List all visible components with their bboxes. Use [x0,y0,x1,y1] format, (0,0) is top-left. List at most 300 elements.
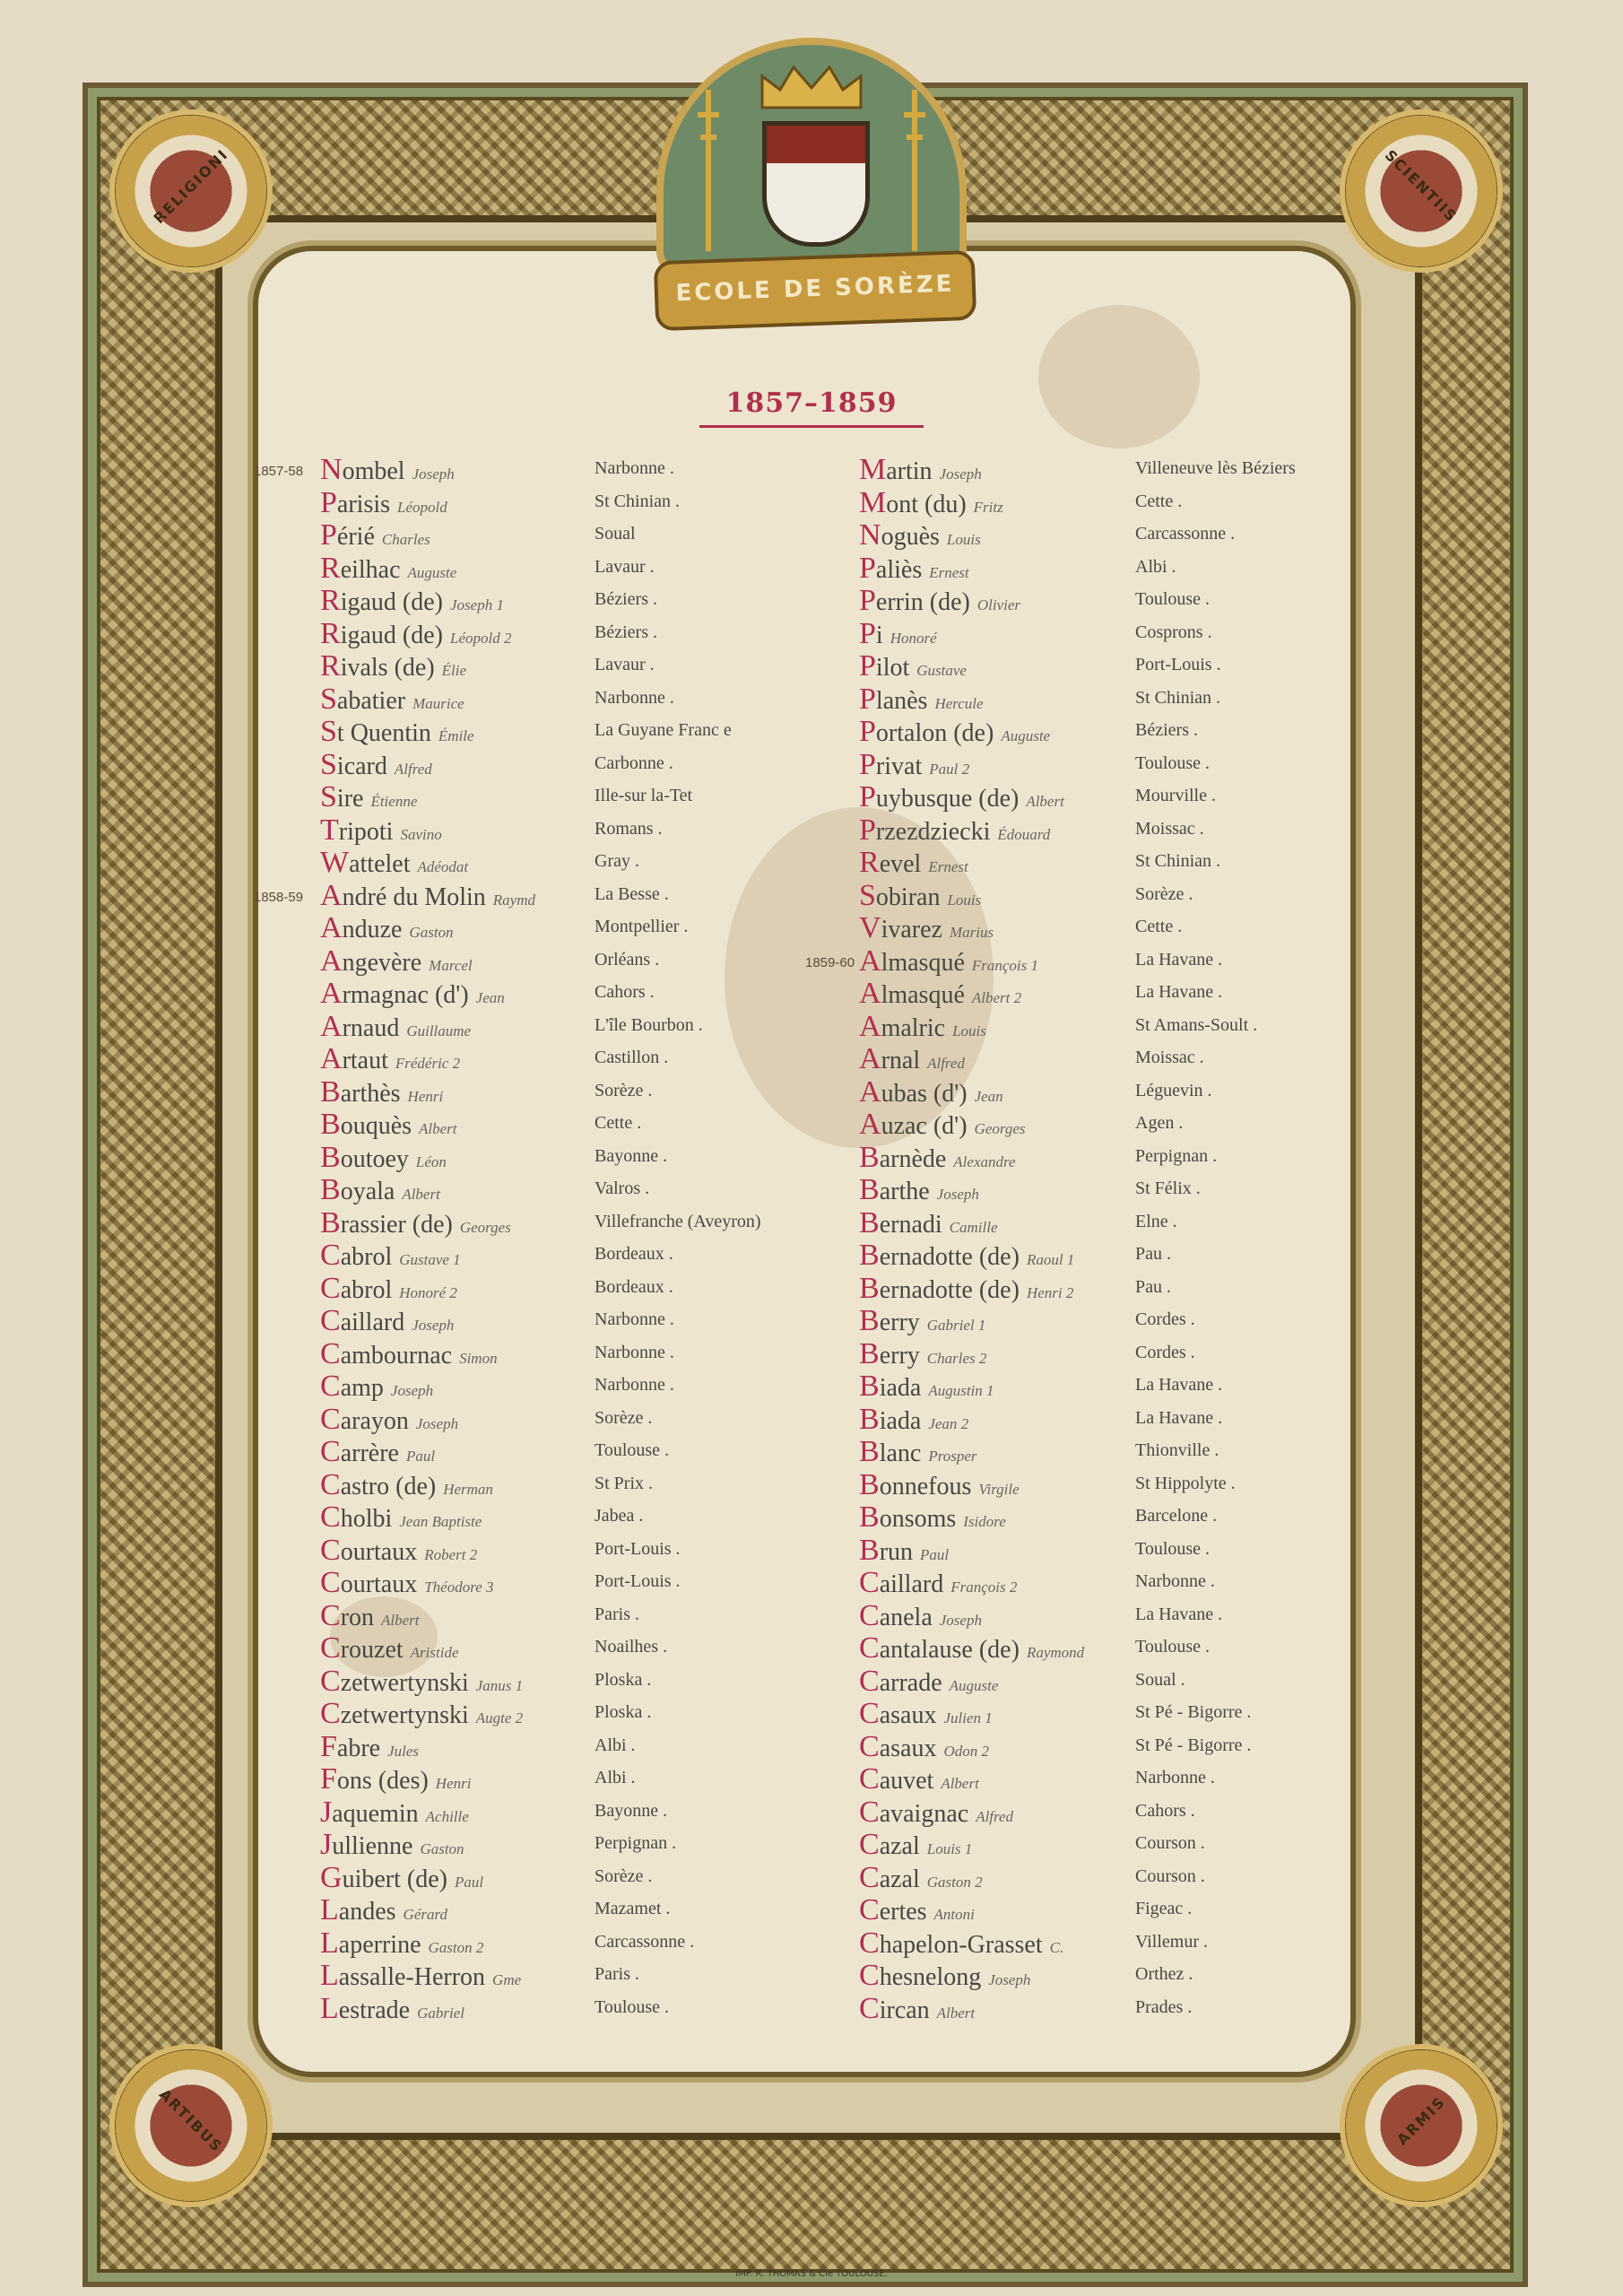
student-surname [320,1403,458,1437]
student-surname [320,584,504,618]
list-item [256,584,794,617]
illuminated-initial: B [859,1500,880,1534]
surname-text: Bonsoms [859,1500,957,1534]
illuminated-initial: B [320,1205,341,1239]
student-surname [859,1599,982,1633]
list-item [256,617,794,650]
student-hometown: Narbonne . [595,687,674,708]
student-given-name: Charles [381,531,430,548]
list-item [807,1631,1345,1665]
student-surname [320,1239,461,1273]
list-item [807,1861,1345,1894]
corner-medallion-armis [1345,2049,1497,2202]
list-item [807,1370,1345,1403]
illuminated-initial: L [320,1991,339,2025]
student-given-name: Maurice [412,694,464,712]
list-item [256,552,794,585]
illuminated-initial: A [320,911,343,944]
student-given-name: Joseph [415,1414,459,1432]
student-hometown: Cahors . [1135,1800,1195,1821]
list-item [256,1730,794,1763]
list-item [807,911,1345,944]
list-item [256,813,794,847]
student-surname [320,1206,511,1240]
printer-imprint: IMP. R. THOMAS & Cie TOULOUSE. [735,2269,888,2279]
list-item [256,1108,794,1141]
title-rule [699,425,924,428]
list-item [807,1959,1345,1992]
illuminated-initial: R [320,616,341,650]
surname-text: Anduze [320,911,403,944]
student-surname [859,1468,1020,1502]
student-surname [320,780,417,814]
student-given-name: Alexandre [953,1152,1016,1170]
student-hometown: Toulouse . [1135,589,1211,609]
student-given-name: Auguste [1001,727,1051,744]
student-surname [320,683,464,717]
student-given-name: Joseph [939,1611,982,1629]
student-hometown: Port-Louis . [595,1571,681,1591]
student-given-name: Hercule [934,694,984,712]
list-item [256,1796,794,1829]
student-surname [320,1861,483,1895]
surname-text: Blanc [859,1435,922,1468]
illuminated-initial: F [320,1729,337,1763]
illuminated-initial: B [859,1467,880,1501]
list-item [807,1304,1345,1337]
student-hometown: Courson . [1135,1833,1205,1853]
student-given-name: Raoul 1 [1026,1251,1075,1268]
student-given-name: Frédéric 2 [395,1055,461,1072]
illuminated-initial: L [320,1893,339,1926]
surname-text: St Quentin [320,715,431,748]
student-hometown: La Havane . [1135,1375,1223,1395]
student-hometown: Moissac . [1135,1048,1204,1067]
corner-label: ARTIBUS [155,2085,227,2156]
student-surname [859,518,981,552]
student-given-name: Auguste [407,563,457,581]
student-surname [859,1010,986,1044]
student-hometown: Narbonne . [595,458,674,478]
illuminated-initial: P [859,715,876,748]
student-surname [320,1173,440,1207]
surname-text: Reilhac [320,551,401,585]
list-item [807,1206,1345,1239]
surname-text: Puybusque (de) [859,780,1020,813]
student-given-name: Léopold 2 [449,629,512,647]
list-item [807,1665,1345,1698]
list-item [256,1435,794,1468]
list-item [256,486,794,519]
student-hometown: Soual [595,524,636,544]
student-given-name: Isidore [963,1513,1006,1530]
student-hometown: Noailhes . [595,1637,668,1657]
surname-text: Caillard [859,1566,944,1599]
student-hometown: Montpellier . [595,917,689,936]
student-given-name: Albert [419,1120,457,1137]
surname-text: Paliès [859,551,923,585]
student-surname [320,748,432,782]
student-hometown: Thionville . [1135,1440,1219,1460]
student-hometown: La Havane . [1135,982,1223,1002]
stain [1038,305,1200,448]
surname-text: Périé [320,518,375,552]
student-hometown: Toulouse . [595,1440,670,1460]
student-hometown: Moissac . [1135,818,1204,839]
surname-text: Portalon (de) [859,715,994,748]
student-hometown: Narbonne . [1135,1571,1215,1591]
student-hometown: Bordeaux . [595,1244,673,1264]
illuminated-initial: C [320,1533,341,1567]
illuminated-initial: V [859,911,881,944]
student-given-name: Jean 2 [928,1414,969,1432]
student-given-name: Élie [441,662,467,679]
student-given-name: Gaston 2 [428,1938,484,1956]
illuminated-initial: G [320,1860,343,1894]
surname-text: Cabrol [320,1271,393,1305]
list-item [807,715,1345,748]
illuminated-initial: B [859,1304,880,1337]
student-hometown: Valros . [595,1178,650,1198]
student-given-name: Julien 1 [943,1709,993,1726]
student-given-name: Léon [415,1152,447,1170]
student-hometown: Bordeaux . [595,1276,673,1297]
surname-text: Bernadotte (de) [859,1271,1020,1305]
illuminated-initial: C [859,1598,880,1632]
illuminated-initial: B [320,1173,341,1206]
list-item [256,1075,794,1109]
surname-text: Cron [320,1598,375,1632]
surname-text: Circan [859,1991,930,2025]
student-given-name: Henri [407,1087,444,1105]
list-item [807,879,1345,912]
student-hometown: Port-Louis . [595,1538,681,1559]
illuminated-initial: C [320,1697,341,1730]
surname-text: Arnaud [320,1009,400,1043]
student-hometown: Orléans . [595,949,660,970]
student-hometown: L'île Bourbon . [595,1014,703,1035]
surname-text: Rigaud (de) [320,584,443,617]
student-given-name: François 2 [950,1578,1018,1596]
list-item [256,1206,794,1239]
list-item [256,1370,794,1403]
student-list-right [807,453,1345,2024]
illuminated-initial: J [320,1795,333,1829]
student-hometown: Prades . [1135,1996,1193,2017]
student-hometown: Albi . [595,1735,636,1755]
student-given-name: Louis [946,531,981,548]
surname-text: Bernadotte (de) [859,1239,1020,1272]
student-surname [859,1730,989,1764]
student-given-name: Gabriel [417,2004,464,2022]
list-item [807,813,1345,847]
student-surname [320,1534,477,1568]
illuminated-initial: A [320,1009,343,1043]
student-hometown: La Guyane Franc e [595,720,732,740]
student-hometown: St Amans-Soult . [1135,1014,1258,1035]
list-item [807,1697,1345,1730]
student-hometown: Lavaur . [595,556,655,577]
surname-text: Amalric [859,1009,946,1043]
list-item [807,1435,1345,1468]
student-given-name: Joseph [936,1186,979,1203]
student-hometown: Carbonne . [595,752,673,773]
student-hometown: Narbonne . [595,1342,674,1362]
student-surname [320,1697,523,1731]
class-year-mark: 1859-60 [805,954,855,970]
student-hometown: Cosprons . [1135,622,1212,642]
student-given-name: Virgile [978,1480,1020,1498]
student-hometown: Mazamet . [595,1899,671,1918]
list-item [256,649,794,683]
student-surname [859,715,1050,749]
student-hometown: Mourville . [1135,786,1216,805]
student-given-name: Alfred [976,1807,1014,1825]
list-item [807,1239,1345,1272]
list-item [807,1730,1345,1763]
student-surname [320,1762,471,1796]
student-given-name: Joseph [390,1382,434,1399]
student-surname [859,1042,965,1076]
student-hometown: Narbonne . [1135,1768,1215,1787]
illuminated-initial: C [320,1271,341,1305]
student-hometown: Sorèze . [595,1866,653,1886]
student-hometown: Soual . [1135,1669,1185,1690]
list-item [256,1697,794,1730]
student-given-name: Paul [405,1448,436,1465]
crest-banner [654,250,977,331]
student-surname [320,1468,493,1502]
student-surname [859,1239,1074,1273]
surname-text: Parisis [320,485,391,519]
list-item [256,1403,794,1436]
illuminated-initial: C [859,1631,880,1665]
student-surname [320,1599,420,1633]
corner-medallion-scientiis [1345,115,1497,267]
student-surname [859,486,1003,520]
student-hometown: Cette . [595,1113,642,1133]
student-hometown: Perpignan . [1135,1145,1218,1166]
student-hometown: Béziers . [595,622,657,642]
illuminated-initial: C [320,1402,341,1436]
school-crest [646,27,977,350]
student-surname [320,1631,459,1665]
surname-text: Laperrine [320,1926,421,1960]
student-given-name: Henri [435,1775,472,1792]
list-item [256,879,794,912]
student-surname [859,1893,975,1927]
surname-text: Rivals (de) [320,649,435,683]
student-given-name: Robert 2 [424,1545,478,1563]
surname-text: Arnal [859,1042,921,1075]
student-given-name: Herman [443,1480,493,1498]
illuminated-initial: N [320,453,343,486]
student-given-name: Janus 1 [475,1676,524,1694]
illuminated-initial: A [859,1108,881,1141]
student-given-name: Antoni [933,1906,975,1923]
list-item [256,1762,794,1796]
student-hometown: Elne . [1135,1211,1177,1231]
illuminated-initial: P [859,584,876,617]
student-surname [859,748,969,782]
illuminated-initial: C [859,1762,880,1796]
surname-text: Cazal [859,1860,920,1894]
student-hometown: Barcelone . [1135,1506,1218,1526]
surname-text: André du Molin [320,878,486,912]
illuminated-initial: A [320,878,343,912]
surname-text: Almasqué [859,944,965,978]
surname-text: Sire [320,780,364,813]
surname-text: Cholbi [320,1500,393,1534]
illuminated-initial: A [859,1074,881,1109]
student-given-name: Raymd [492,891,535,909]
student-given-name: Albert [402,1186,440,1203]
student-given-name: François 1 [971,956,1039,974]
surname-text: Biada [859,1402,922,1436]
student-hometown: Bayonne . [595,1800,668,1821]
student-hometown: St Chinian . [1135,687,1221,708]
student-given-name: Gme [492,1971,522,1988]
illuminated-initial: S [320,682,337,716]
student-hometown: Ille-sur la-Tet [595,786,693,805]
student-surname [859,879,981,913]
student-hometown: Albi . [595,1768,636,1787]
student-hometown: Toulouse . [1135,1538,1211,1559]
student-hometown: Pau . [1135,1244,1171,1264]
list-item [807,1566,1345,1599]
illuminated-initial: B [859,1205,880,1239]
list-item [256,1173,794,1206]
surname-text: Casaux [859,1729,937,1763]
illuminated-initial: P [859,747,876,781]
student-surname [859,1500,1006,1535]
surname-text: Nombel [320,453,405,486]
illuminated-initial: A [859,1009,881,1043]
illuminated-initial: C [859,1893,880,1926]
student-given-name: Édouard [997,825,1051,843]
illuminated-initial: P [320,518,337,552]
illuminated-initial: A [859,977,881,1010]
illuminated-initial: R [859,846,880,879]
student-surname [859,1370,994,1404]
student-given-name: Ernest [929,563,969,581]
student-surname [320,1010,471,1044]
cross-icon [698,90,719,251]
surname-text: Sabatier [320,682,406,716]
student-surname [859,1796,1013,1830]
illuminated-initial: C [859,1860,880,1894]
student-surname [859,1337,986,1371]
student-surname [320,1959,521,1993]
illuminated-initial: R [320,649,341,683]
list-item [256,911,794,944]
illuminated-initial: C [320,1566,341,1599]
surname-text: Guibert (de) [320,1860,447,1894]
student-hometown: Cette . [1135,491,1183,511]
student-surname [320,1893,447,1927]
student-given-name: Savino [400,825,442,843]
student-hometown: Figeac . [1135,1899,1193,1918]
student-hometown: La Havane . [1135,1407,1223,1428]
student-hometown: St Chinian . [1135,851,1221,871]
list-item [807,1173,1345,1206]
student-given-name: Gérard [403,1906,447,1923]
student-hometown: Narbonne . [595,1375,674,1395]
student-surname [320,617,511,651]
surname-text: Certes [859,1893,927,1926]
student-surname [859,944,1038,978]
school-name: ECOLE DE SORÈZE [675,270,955,308]
student-surname [320,486,447,520]
student-hometown: Toulouse . [595,1996,670,2017]
student-surname [859,617,937,651]
surname-text: Cavaignac [859,1795,969,1829]
list-item [256,518,794,552]
list-item [256,1042,794,1075]
class-year-mark: 1857-58 [254,464,304,479]
student-hometown: Romans . [595,818,663,839]
list-item [256,1468,794,1501]
student-surname [320,1926,483,1961]
illuminated-initial: W [320,846,350,879]
surname-text: Mont (du) [859,485,967,519]
student-surname [859,1304,985,1338]
surname-text: Revel [859,846,922,879]
list-item [807,1893,1345,1926]
illuminated-initial: C [859,1991,880,2025]
illuminated-initial: C [320,1500,341,1534]
list-item [256,944,794,978]
list-item [807,1926,1345,1960]
surname-text: Artaut [320,1042,388,1075]
illuminated-initial: P [859,616,876,650]
list-item [807,1272,1345,1305]
list-item [256,780,794,813]
student-given-name: Henri 2 [1026,1283,1074,1301]
illuminated-initial: B [320,1108,341,1141]
surname-text: Przezdziecki [859,813,991,847]
surname-text: Bernadi [859,1205,942,1239]
student-surname [859,911,994,945]
student-hometown: Cordes . [1135,1309,1195,1329]
student-given-name: Albert [381,1611,420,1629]
student-hometown: Gray . [595,851,639,871]
list-item [807,683,1345,716]
student-surname [320,552,456,586]
list-item [807,1075,1345,1109]
student-given-name: Joseph 1 [449,596,504,613]
page-title: 1857–1859 [725,387,898,419]
student-surname [320,1796,469,1830]
surname-text: Carrade [859,1664,942,1698]
student-hometown: Lavaur . [595,655,655,674]
surname-text: Armagnac (d') [320,977,469,1010]
list-item [256,748,794,781]
surname-text: Martin [859,453,933,486]
illuminated-initial: C [320,1664,341,1698]
illuminated-initial: A [320,1042,343,1075]
student-hometown: Narbonne . [595,1309,674,1329]
student-given-name: Alfred [927,1055,965,1072]
list-item [256,715,794,748]
student-surname [859,977,1021,1011]
corner-label: ARMIS [1393,2092,1449,2149]
student-given-name: Gaston 2 [926,1873,983,1891]
surname-text: Perrin (de) [859,584,970,617]
surname-text: Privat [859,747,923,781]
cross-icon [904,90,925,251]
student-list-left [256,453,794,2024]
